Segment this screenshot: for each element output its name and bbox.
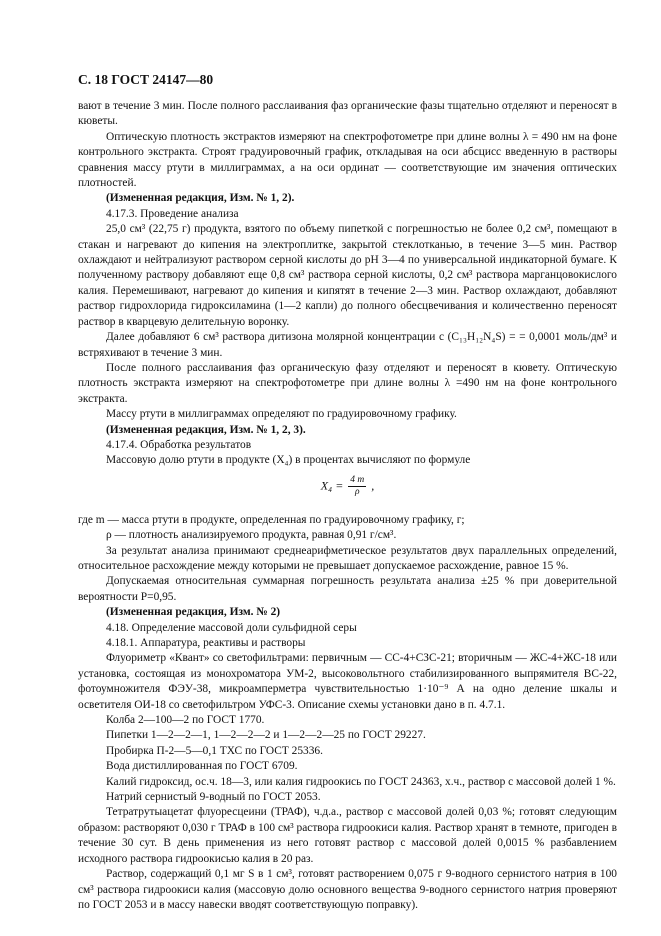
paragraph: После полного расслаивания фаз органическую фазу отделяют и переносят в кювету. Оптическую плотность экстракта измеряют на спектрофотометре при длине волны λ =490 нм на фоне контрольного экстракта. bbox=[78, 361, 617, 405]
section-heading: 4.17.4. Обработка результатов bbox=[106, 438, 252, 451]
paragraph: Натрий сернистый 9-водный по ГОСТ 2053. bbox=[106, 791, 321, 804]
formula-fraction bbox=[348, 475, 366, 498]
paragraph: Калий гидроксид, ос.ч. 18—3, или калия гидроокись по ГОСТ 24363, х.ч., раствор с массовой долей 1 %. bbox=[106, 775, 616, 788]
section-heading: 4.18. Определение массовой доли сульфидной серы bbox=[106, 621, 357, 634]
paragraph: Пипетки 1—2—2—1, 1—2—2—2 и 1—2—2—25 по ГОСТ 29227. bbox=[106, 729, 426, 742]
paragraph: Колба 2—100—2 по ГОСТ 1770. bbox=[106, 714, 265, 727]
paragraph: Вода дистиллированная по ГОСТ 6709. bbox=[106, 760, 298, 773]
paragraph: Пробирка П-2—5—0,1 ТХС по ГОСТ 25336. bbox=[106, 744, 323, 757]
paragraph: Тетратрутыацетат флуоресцеини (ТРАФ), ч.д.а., раствор с массовой долей 0,03 %; готовят следующим образом: растворяют 0,030 г ТРАФ в 100 см³ раствора гидроокиси калия. Раствор хранят в темноте, пригоден в течение 30 сут. В день применения из него готовят раствор с массовой долей 0,0015 % разбавлением исходного раствора гидроокисью калия в 20 раз. bbox=[78, 806, 617, 865]
paragraph: вают в течение 3 мин. После полного расслаивания фаз органические фазы тщательно отделяют и переносят в кюветы. bbox=[78, 100, 617, 128]
document-body bbox=[78, 99, 617, 913]
page-header: С. 18 ГОСТ 24147—80 bbox=[78, 72, 214, 87]
paragraph: ρ — плотность анализируемого продукта, равная 0,91 г/см³. bbox=[106, 529, 397, 542]
formula bbox=[78, 475, 617, 509]
paragraph: За результат анализа принимают среднеарифметическое результатов двух параллельных определений, относительное расхождение между которыми не превышает допускаемое расхождение, равное 15 %. bbox=[78, 544, 617, 572]
section-heading: 4.18.1. Аппаратура, реактивы и растворы bbox=[106, 637, 306, 649]
paragraph: Массу ртути в миллиграммах определяют по градуировочному графику. bbox=[106, 408, 457, 421]
paragraph: Раствор, содержащий 0,1 мг S в 1 см³, готовят растворением 0,075 г 9-водного сернистого натрия в 100 см³ раствора гидроокиси калия (массовую долю основного вещества 9-водного сернистого натрия проверяют по ГОСТ 2053 и в массу навески вводят соответствующую поправку). bbox=[78, 868, 617, 911]
paragraph: 25,0 см³ (22,75 г) продукта, взятого по объему пипеткой с погрешностью не более 0,2 см³, помещают в стакан и нагревают до кипения на электроплитке, закрытой стеклотканью, в течение 3—5 мин. Раствор охлаждают и нейтрализуют раствором серной кислоты до pH 3—4 по универсальной индикаторной бумаге. К полученному раствору добавляют еще 0,8 см³ раствора серной кислоты, 0,2 см³ раствора марганцовокислого калия. Перемешивают, нагревают до кипения и кипятят в течение 2—3 мин. Раствор охлаждают, добавляют раствор гидрохлорида гидроксиламина (1—2 капли) до полного обесцвечивания и количественно переносят раствор в кварцевую делительную воронку. bbox=[78, 223, 617, 328]
formula-lhs: X₄ = bbox=[320, 478, 344, 492]
amendment-note: (Измененная редакция, Изм. № 2) bbox=[106, 606, 281, 619]
paragraph: Флуориметр «Квант» со светофильтрами: первичным — СС-4+СЗС-21; вторичным — ЖС-4+ЖС-18 или установка, состоящая из монохроматора УМ-2, высоковольтного стабилизированного выпрямителя ВС-22, фотоумножителя ФЭУ-38, микроамперметра чувствительностью 1·10⁻⁹ А на одно деление шкалы и осветителя ОИ-18 со светофильтром УФС-3. Описание схемы установки дано в п. 4.7.1. bbox=[78, 652, 617, 711]
formula-tail: , bbox=[371, 478, 375, 492]
formula-denominator: ρ bbox=[355, 486, 360, 497]
paragraph: Массовую долю ртути в продукте (X₄) в процентах вычисляют по формуле bbox=[106, 454, 471, 467]
paragraph: где m — масса ртути в продукте, определенная по градуировочному графику, г; bbox=[78, 513, 465, 526]
section-heading: 4.17.3. Проведение анализа bbox=[106, 207, 239, 220]
amendment-note: (Измененная редакция, Изм. № 1, 2). bbox=[106, 192, 295, 205]
paragraph: Оптическую плотность экстрактов измеряют на спектрофотометре при длине волны λ = 490 нм на фоне контрольного экстракта. Строят градуировочный график, откладывая на оси абсцисс введенную в растворы сравнения массу ртути в миллиграммах, а на оси ординат — соответствующие им значения оптических плотностей. bbox=[78, 130, 617, 190]
paragraph: Далее добавляют 6 см³ раствора дитизона молярной концентрации c (C₁₃H₁₂N₄S) = = 0,0001 моль/дм³ и встряхивают в течение 3 мин. bbox=[78, 331, 617, 359]
paragraph: Допускаемая относительная суммарная погрешность результата анализа ±25 % при доверительной вероятности P=0,95. bbox=[78, 575, 617, 603]
amendment-note: (Измененная редакция, Изм. № 1, 2, 3). bbox=[106, 423, 306, 436]
formula-numerator: 4 m bbox=[350, 474, 365, 485]
